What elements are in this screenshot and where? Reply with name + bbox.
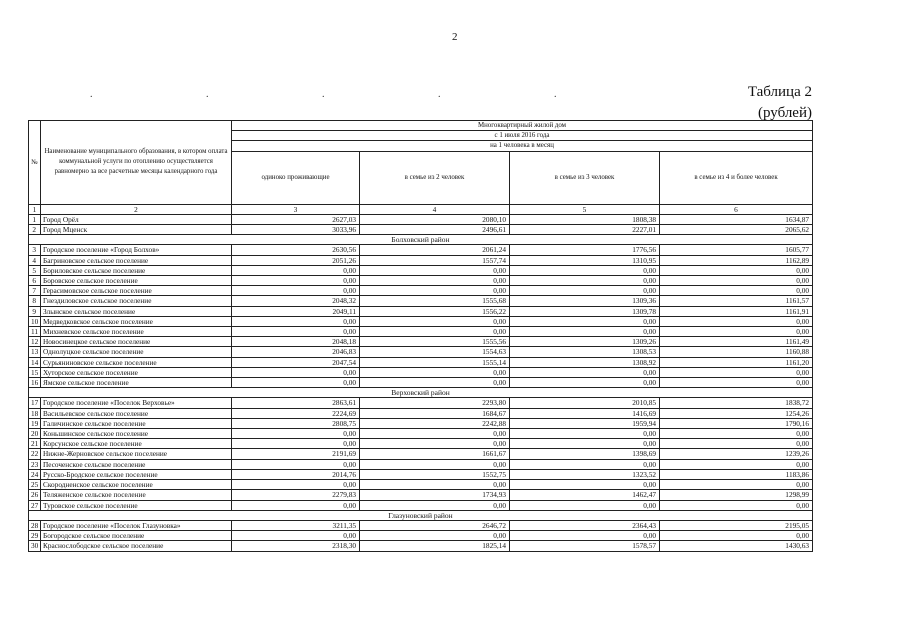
tariff-value: 0,00 [510, 531, 660, 541]
tariff-value: 1160,88 [660, 347, 813, 357]
col-number: 6 [660, 204, 813, 214]
tariff-value: 1310,95 [510, 255, 660, 265]
tariff-value: 1552,75 [360, 469, 510, 479]
municipality-name: Хуторское сельское поселение [41, 367, 232, 377]
municipality-name: Город Мценск [41, 225, 232, 235]
row-number: 7 [29, 286, 41, 296]
col-number: 2 [41, 204, 232, 214]
municipality-name: Нижне-Жерновское сельское поселение [41, 449, 232, 459]
tariff-value: 0,00 [510, 439, 660, 449]
tariff-value: 2364,43 [510, 520, 660, 530]
tariff-value: 1555,14 [360, 357, 510, 367]
table-row [29, 357, 813, 367]
municipality-name: Михневское сельское поселение [41, 327, 232, 337]
header-col-single: одиноко проживающие [232, 151, 360, 204]
tariff-value: 2010,85 [510, 398, 660, 408]
table-row [29, 367, 813, 377]
table-row [29, 296, 813, 306]
tariff-value: 0,00 [660, 367, 813, 377]
municipality-name: Герасимовское сельское поселение [41, 286, 232, 296]
district-title: Верховский район [29, 388, 813, 398]
tariff-value: 2293,80 [360, 398, 510, 408]
tariff-value: 1161,20 [660, 357, 813, 367]
tariff-value: 0,00 [510, 459, 660, 469]
tariff-value: 1790,16 [660, 418, 813, 428]
tariff-value: 1308,92 [510, 357, 660, 367]
col-number: 3 [232, 204, 360, 214]
municipality-name: Корсунское сельское поселение [41, 439, 232, 449]
tariff-value: 1161,91 [660, 306, 813, 316]
tariff-value: 2630,56 [232, 245, 360, 255]
tariff-value: 1254,26 [660, 408, 813, 418]
table-row [29, 214, 813, 224]
tariff-value: 0,00 [360, 531, 510, 541]
tariff-value: 2195,05 [660, 520, 813, 530]
dot: . [90, 89, 93, 100]
row-number: 26 [29, 490, 41, 500]
tariff-value: 2242,88 [360, 418, 510, 428]
tariff-value: 0,00 [232, 439, 360, 449]
table-row [29, 429, 813, 439]
tariff-value: 2014,76 [232, 469, 360, 479]
col-number: 5 [510, 204, 660, 214]
tariff-value: 0,00 [360, 429, 510, 439]
row-number: 21 [29, 439, 41, 449]
tariff-value: 1298,99 [660, 490, 813, 500]
tariff-value: 1161,49 [660, 337, 813, 347]
tariff-value: 0,00 [360, 265, 510, 275]
row-number: 15 [29, 367, 41, 377]
row-number: 13 [29, 347, 41, 357]
tariff-value: 1430,63 [660, 541, 813, 551]
tariff-value: 0,00 [232, 459, 360, 469]
municipality-name: Туровское сельское поселение [41, 500, 232, 510]
row-number: 28 [29, 520, 41, 530]
tariff-value: 0,00 [660, 316, 813, 326]
tariff-value: 1398,69 [510, 449, 660, 459]
row-number: 3 [29, 245, 41, 255]
municipality-name: Бориловское сельское поселение [41, 265, 232, 275]
dot: . [554, 89, 557, 100]
header-col-family-2: в семье из 2 человек [360, 151, 510, 204]
table-row [29, 347, 813, 357]
tariff-value: 0,00 [510, 276, 660, 286]
table-row [29, 327, 813, 337]
header-per-person: на 1 человека в месяц [232, 141, 813, 151]
tariff-value: 0,00 [510, 316, 660, 326]
tariff-value: 0,00 [360, 480, 510, 490]
table-row [29, 418, 813, 428]
row-number: 30 [29, 541, 41, 551]
page-number: 2 [452, 31, 458, 43]
municipality-name: Васильевское сельское поселение [41, 408, 232, 418]
tariff-value: 2047,54 [232, 357, 360, 367]
tariff-value: 0,00 [232, 378, 360, 388]
row-number: 2 [29, 225, 41, 235]
municipality-name: Медведковское сельское поселение [41, 316, 232, 326]
tariff-value: 0,00 [232, 429, 360, 439]
municipality-name: Однолуцкое сельское поселение [41, 347, 232, 357]
tariff-value: 1162,89 [660, 255, 813, 265]
header-col-family-3: в семье из 3 человек [510, 151, 660, 204]
table-row [29, 306, 813, 316]
tariff-value: 1605,77 [660, 245, 813, 255]
tariff-value: 2627,03 [232, 214, 360, 224]
tariff-value: 1959,94 [510, 418, 660, 428]
tariff-value: 0,00 [360, 439, 510, 449]
tariff-value: 0,00 [360, 327, 510, 337]
table-row [29, 541, 813, 551]
tariff-value: 2808,75 [232, 418, 360, 428]
municipality-name: Городское поселение «Поселок Глазуновка» [41, 520, 232, 530]
tariff-value: 2496,61 [360, 225, 510, 235]
tariff-value: 2863,61 [232, 398, 360, 408]
tariff-value: 0,00 [510, 378, 660, 388]
tariff-value: 0,00 [360, 367, 510, 377]
tariff-value: 1557,74 [360, 255, 510, 265]
tariff-value: 0,00 [660, 378, 813, 388]
tariff-value: 1556,22 [360, 306, 510, 316]
tariff-value: 1183,86 [660, 469, 813, 479]
tariff-value: 0,00 [232, 327, 360, 337]
tariff-value: 2048,18 [232, 337, 360, 347]
header-name: Наименование муниципального образования, в котором оплата коммунальной услуги по отоплению осуществляется равномерно за все расчетные месяцы календарного года [41, 121, 232, 205]
table-row [29, 255, 813, 265]
tariff-value: 0,00 [510, 265, 660, 275]
table-row [29, 286, 813, 296]
tariff-value: 0,00 [660, 531, 813, 541]
tariff-value: 0,00 [232, 276, 360, 286]
tariff-value: 0,00 [660, 459, 813, 469]
row-number: 18 [29, 408, 41, 418]
district-title: Болховский район [29, 235, 813, 245]
tariff-value: 0,00 [660, 327, 813, 337]
row-number: 6 [29, 276, 41, 286]
row-number: 5 [29, 265, 41, 275]
tariff-value: 1309,78 [510, 306, 660, 316]
tariff-value: 1808,38 [510, 214, 660, 224]
row-number: 20 [29, 429, 41, 439]
row-number: 11 [29, 327, 41, 337]
tariff-value: 0,00 [232, 265, 360, 275]
municipality-name: Краснослободское сельское поселение [41, 541, 232, 551]
tariff-value: 0,00 [232, 316, 360, 326]
tariff-value: 0,00 [660, 439, 813, 449]
tariff-value: 1323,52 [510, 469, 660, 479]
tariff-value: 0,00 [660, 429, 813, 439]
tariff-value: 1239,26 [660, 449, 813, 459]
dot: . [322, 89, 325, 100]
row-number: 27 [29, 500, 41, 510]
tariff-value: 0,00 [510, 500, 660, 510]
municipality-name: Галичинское сельское поселение [41, 418, 232, 428]
tariff-value: 0,00 [360, 286, 510, 296]
tariff-value: 0,00 [360, 378, 510, 388]
table-row [29, 316, 813, 326]
table-row [29, 439, 813, 449]
col-number: 1 [29, 204, 41, 214]
district-header-row [29, 510, 813, 520]
tariff-value: 3211,35 [232, 520, 360, 530]
tariff-value: 1161,57 [660, 296, 813, 306]
tariff-value: 1309,36 [510, 296, 660, 306]
municipality-name: Песоченское сельское поселение [41, 459, 232, 469]
table-row [29, 459, 813, 469]
tariff-value: 2061,24 [360, 245, 510, 255]
district-title: Глазуновский район [29, 510, 813, 520]
municipality-name: Сурьяниновское сельское поселение [41, 357, 232, 367]
municipality-name: Гнездиловское сельское поселение [41, 296, 232, 306]
municipality-name: Злынское сельское поселение [41, 306, 232, 316]
table-row [29, 398, 813, 408]
header-col-family-4plus: в семье из 4 и более человек [660, 151, 813, 204]
tariff-value: 0,00 [232, 367, 360, 377]
municipality-name: Боровское сельское поселение [41, 276, 232, 286]
row-number: 4 [29, 255, 41, 265]
table-row [29, 469, 813, 479]
row-number: 29 [29, 531, 41, 541]
table-row [29, 276, 813, 286]
tariff-value: 2051,26 [232, 255, 360, 265]
tariff-value: 2049,11 [232, 306, 360, 316]
row-number: 23 [29, 459, 41, 469]
table-row [29, 265, 813, 275]
row-number: 24 [29, 469, 41, 479]
tariff-value: 1634,87 [660, 214, 813, 224]
tariff-value: 1776,56 [510, 245, 660, 255]
district-header-row [29, 388, 813, 398]
table-row [29, 449, 813, 459]
tariff-value: 0,00 [660, 265, 813, 275]
table-row [29, 225, 813, 235]
tariff-value: 0,00 [510, 480, 660, 490]
municipality-name: Коньшинское сельское поселение [41, 429, 232, 439]
tariff-value: 1416,69 [510, 408, 660, 418]
tariff-value: 0,00 [660, 276, 813, 286]
row-number: 12 [29, 337, 41, 347]
table-row [29, 531, 813, 541]
row-number: 1 [29, 214, 41, 224]
municipality-name: Новосинецкое сельское поселение [41, 337, 232, 347]
municipality-name: Ямское сельское поселение [41, 378, 232, 388]
municipality-name: Городское поселение «Город Болхов» [41, 245, 232, 255]
table-row [29, 480, 813, 490]
tariff-value: 1462,47 [510, 490, 660, 500]
row-number: 22 [29, 449, 41, 459]
table-caption [700, 82, 812, 124]
tariff-value: 0,00 [360, 316, 510, 326]
tariff-value: 2646,72 [360, 520, 510, 530]
tariff-value: 0,00 [360, 276, 510, 286]
tariff-table [28, 120, 813, 552]
tariff-value: 0,00 [660, 500, 813, 510]
tariff-value: 1684,67 [360, 408, 510, 418]
municipality-name: Богородское сельское поселение [41, 531, 232, 541]
tariff-value: 1825,14 [360, 541, 510, 551]
tariff-value: 0,00 [510, 367, 660, 377]
table-row [29, 408, 813, 418]
table-row [29, 500, 813, 510]
tariff-value: 0,00 [232, 480, 360, 490]
municipality-name: Теляженское сельское поселение [41, 490, 232, 500]
municipality-name: Русско-Бродское сельское поселение [41, 469, 232, 479]
tariff-value: 2279,83 [232, 490, 360, 500]
tariff-value: 2065,62 [660, 225, 813, 235]
tariff-value: 0,00 [510, 429, 660, 439]
table-row [29, 490, 813, 500]
tariff-value: 1734,93 [360, 490, 510, 500]
tariff-value: 2048,32 [232, 296, 360, 306]
municipality-name: Городское поселение «Поселок Верховье» [41, 398, 232, 408]
col-number: 4 [360, 204, 510, 214]
header-date: с 1 июля 2016 года [232, 131, 813, 141]
municipality-name: Багриновское сельское поселение [41, 255, 232, 265]
dotted-separator [90, 89, 670, 100]
row-number: 10 [29, 316, 41, 326]
tariff-value: 0,00 [510, 286, 660, 296]
row-number: 17 [29, 398, 41, 408]
tariff-value: 1578,57 [510, 541, 660, 551]
column-numbers-row [29, 204, 813, 214]
table-row [29, 520, 813, 530]
municipality-name: Скородненское сельское поселение [41, 480, 232, 490]
tariff-value: 2191,69 [232, 449, 360, 459]
tariff-value: 0,00 [360, 500, 510, 510]
tariff-value: 0,00 [510, 327, 660, 337]
table-title: Таблица 2 [747, 84, 812, 100]
dot: . [438, 89, 441, 100]
tariff-value: 0,00 [360, 459, 510, 469]
tariff-value: 1555,68 [360, 296, 510, 306]
header-building-type: Многоквартирный жилой дом [232, 121, 813, 131]
tariff-value: 2224,69 [232, 408, 360, 418]
row-number: 14 [29, 357, 41, 367]
tariff-value: 1554,63 [360, 347, 510, 357]
dot: . [206, 89, 209, 100]
tariff-value: 1555,56 [360, 337, 510, 347]
tariff-value: 1309,26 [510, 337, 660, 347]
tariff-value: 2227,01 [510, 225, 660, 235]
tariff-value: 1838,72 [660, 398, 813, 408]
tariff-value: 0,00 [232, 531, 360, 541]
tariff-value: 2046,83 [232, 347, 360, 357]
header-num: № [29, 121, 41, 205]
tariff-value: 1661,67 [360, 449, 510, 459]
tariff-value: 3033,96 [232, 225, 360, 235]
row-number: 25 [29, 480, 41, 490]
table-unit: (рублей) [757, 105, 812, 121]
row-number: 8 [29, 296, 41, 306]
row-number: 9 [29, 306, 41, 316]
tariff-value: 1308,53 [510, 347, 660, 357]
district-header-row [29, 235, 813, 245]
tariff-value: 2318,30 [232, 541, 360, 551]
header-row-1 [29, 121, 813, 131]
row-number: 16 [29, 378, 41, 388]
tariff-value: 0,00 [660, 480, 813, 490]
table-row [29, 337, 813, 347]
municipality-name: Город Орёл [41, 214, 232, 224]
tariff-value: 0,00 [232, 286, 360, 296]
tariff-value: 2080,10 [360, 214, 510, 224]
table-row [29, 378, 813, 388]
tariff-value: 0,00 [660, 286, 813, 296]
tariff-value: 0,00 [232, 500, 360, 510]
table-row [29, 245, 813, 255]
row-number: 19 [29, 418, 41, 428]
